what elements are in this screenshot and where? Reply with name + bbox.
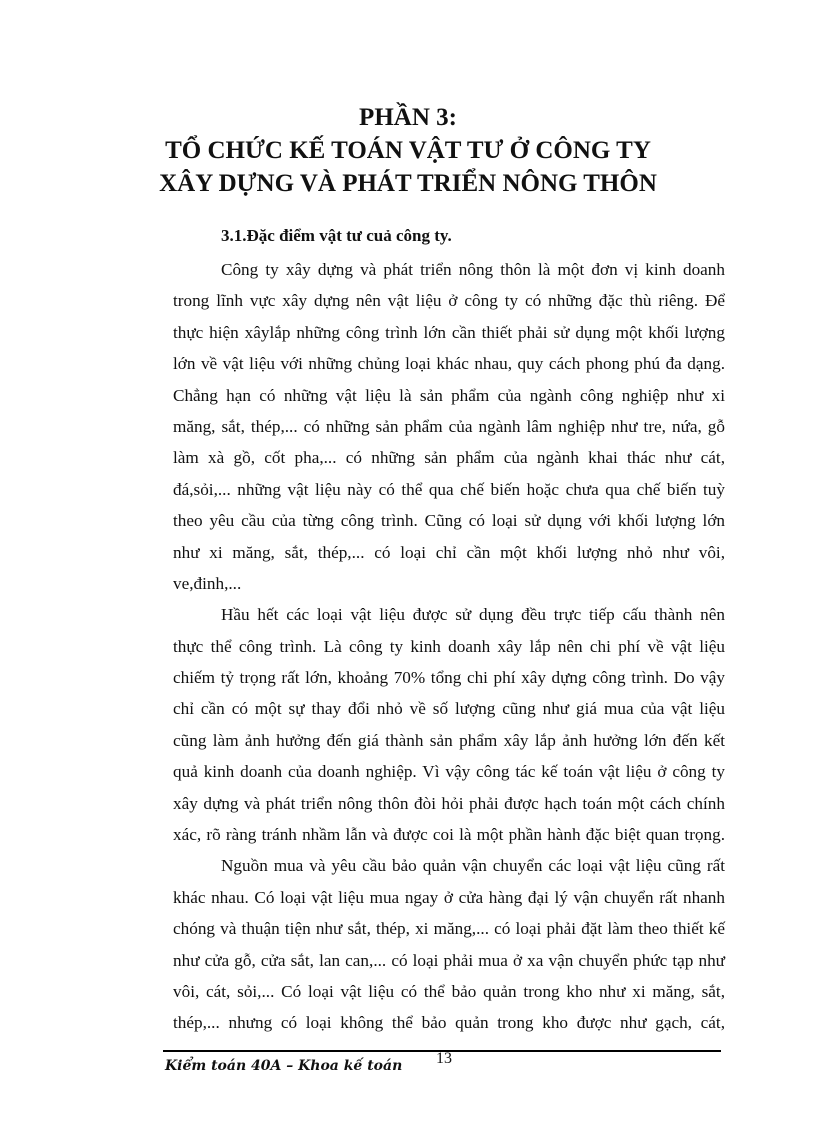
text-line: cũng làm ảnh hưởng đến giá thành sản phẩm xây lắp ảnh hưởng lớn đến kết bbox=[173, 730, 725, 750]
text-line: khác nhau. Có loại vật liệu mua ngay ở cửa hàng đại lý vận chuyển rất nhanh bbox=[173, 887, 725, 907]
text-line: vôi, cát, sỏi,... Có loại vật liệu có thể bảo quản trong kho như xi măng, sắt, bbox=[173, 981, 725, 1001]
body-text bbox=[173, 254, 725, 1039]
text-line: ve,đinh,... bbox=[173, 573, 242, 593]
text-line: Hầu hết các loại vật liệu được sử dụng đều trực tiếp cấu thành nên bbox=[221, 605, 725, 625]
text-line: chỉ cần có một sự thay đổi nhỏ về số lượng cũng như giá mua của vật liệu bbox=[173, 699, 725, 719]
page-number: 13 bbox=[436, 1050, 452, 1067]
text-line: quả kinh doanh của doanh nghiệp. Vì vậy công tác kế toán vật liệu ở công ty bbox=[173, 762, 725, 782]
text-line: lớn về vật liệu với những chủng loại khác nhau, quy cách phong phú đa dạng. bbox=[173, 354, 725, 374]
text-line: theo yêu cầu của từng công trình. Cũng có loại sử dụng với khối lượng lớn bbox=[173, 511, 725, 531]
text-line: thực thể công trình. Là công ty kinh doanh xây lắp nên chi phí về vật liệu bbox=[173, 636, 725, 656]
text-line: thực hiện xâylắp những công trình lớn cần thiết phải sử dụng một khối lượng bbox=[173, 322, 725, 342]
text-line: làm xà gồ, cốt pha,... có những sản phẩm của ngành khai thác như cát, bbox=[173, 448, 725, 468]
text-line: Nguồn mua và yêu cầu bảo quản vận chuyển các loại vật liệu cũng rất bbox=[221, 856, 725, 876]
part-title: PHẦN 3: bbox=[359, 104, 457, 131]
text-line: như xi măng, sắt, thép,... có loại chỉ cần một khối lượng nhỏ như vôi, bbox=[173, 542, 725, 562]
text-line: như cửa gỗ, cửa sắt, lan can,... có loại phải mua ở xa vận chuyển phức tạp như bbox=[173, 950, 725, 970]
text-line: măng, sắt, thép,... có những sản phẩm của ngành lâm nghiệp như tre, nứa, gỗ bbox=[173, 416, 725, 436]
chapter-title-line-1: TỔ CHỨC KẾ TOÁN VẬT TƯ Ở CÔNG TY bbox=[165, 137, 651, 164]
chapter-title-line-2: XÂY DỰNG VÀ PHÁT TRIỂN NÔNG THÔN bbox=[159, 170, 657, 197]
section-title: 3.1.Đặc điểm vật tư cuả công ty. bbox=[221, 226, 452, 245]
text-line: trong lĩnh vực xây dựng nên vật liệu ở công ty có những đặc thù riêng. Để bbox=[173, 291, 725, 311]
text-line: chóng và thuận tiện như sắt, thép, xi măng,... có loại phải đặt làm theo thiết kế bbox=[173, 919, 725, 939]
text-line: xây dựng và phát triển nông thôn đòi hỏi phải được hạch toán một cách chính bbox=[173, 793, 725, 813]
text-line: thép,... nhưng có loại không thể bảo quản trong kho được như gạch, cát, bbox=[173, 1013, 725, 1033]
text-line: Công ty xây dựng và phát triển nông thôn là một đơn vị kinh doanh bbox=[221, 260, 725, 279]
text-line: đá,sỏi,... những vật liệu này có thể qua chế biến hoặc chưa qua chế biến tuỳ bbox=[173, 479, 725, 499]
text-line: xác, rõ ràng tránh nhầm lẫn và được coi là một phần hành đặc biệt quan trọng. bbox=[173, 825, 725, 845]
footer-label: Kiểm toán 40A – Khoa kế toán bbox=[165, 1058, 403, 1074]
text-line: chiếm tỷ trọng rất lớn, khoảng 70% tổng chi phí xây dựng công trình. Do vậy bbox=[173, 668, 725, 688]
text-line: Chẳng hạn có những vật liệu là sản phẩm của ngành công nghiệp như xi bbox=[173, 385, 725, 405]
